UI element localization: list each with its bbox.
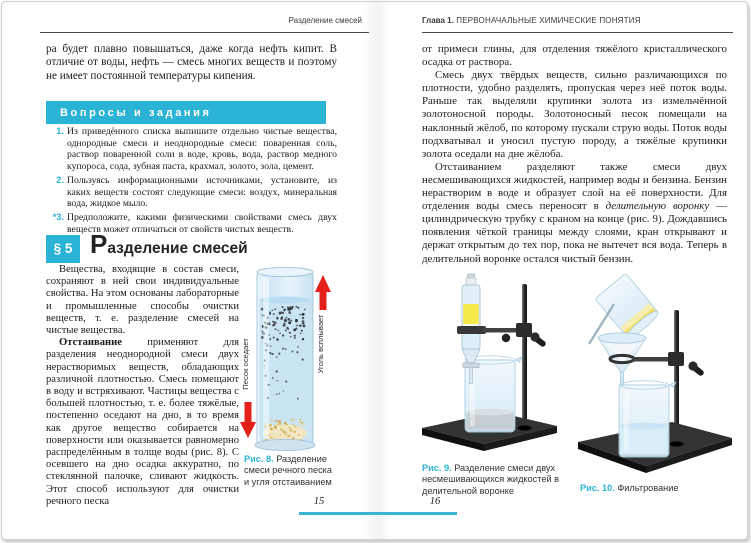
settling-cylinder — [255, 267, 315, 450]
figure-10-label: Рис. 10. — [580, 483, 615, 493]
body-paragraph: от примеси глины, для отделения тяжёлого кристаллического осадка от раствора. — [422, 43, 727, 69]
question-text: Из приведённого списка выпишите отдельно чистые вещества, однородные смеси и неоднородные смеси: поваренная соль, раствор поваренной соли в воде, кровь, вода, раствор медного купороса, сода, зубная паста, крахмал, золото, зола, цемент. — [67, 126, 337, 173]
questions-list — [46, 126, 337, 237]
section-header — [46, 229, 336, 263]
benzine-layer — [463, 304, 479, 324]
bold-term: Отстаивание — [59, 337, 122, 349]
section-number-badge: § 5 — [46, 235, 80, 263]
gutter-shadow — [364, 2, 390, 539]
figure-10-caption: Рис. 10. Фильтрование — [580, 483, 679, 493]
italic-term: делительную воронку — [605, 200, 710, 213]
arrow-up-label: Уголь всплывает — [316, 314, 325, 374]
figure-8-illustration — [215, 262, 337, 452]
pouring-beaker — [595, 274, 661, 341]
question-item — [46, 126, 337, 173]
arrow-up-icon — [315, 275, 331, 310]
page-number-left: 15 — [313, 496, 325, 507]
figure-9-label: Рис. 9. — [422, 463, 452, 473]
book-spread — [1, 1, 748, 540]
question-text: Пользуясь информационными источниками, установите, из каких веществ состоят следующие смеси: воздух, минеральная вода, жидкое мыло. — [67, 174, 337, 210]
page-number-right: 16 — [429, 496, 441, 507]
figure-10-illustration — [574, 274, 739, 479]
chapter-title: ПЕРВОНАЧАЛЬНЫЕ ХИМИЧЕСКИЕ ПОНЯТИЯ — [453, 16, 641, 25]
running-head-left: Разделение смесей — [288, 16, 362, 25]
collection-beaker — [619, 381, 676, 457]
right-body-column — [422, 43, 727, 266]
body-paragraph: Смесь двух твёрдых веществ, сильно различающихся по плотности, удобно разделять, пропуская через неё поток воды. Раньше так выделяли крупинки золота из измельчённой золотоносной породы. Золотоносный песок помещали на наклонный жёлоб, по которому пускали струю воды. Поток воды подхватывал и уносил пустую породу, а тяжёлые крупинки золота оседали на дне жёлоба. — [422, 69, 727, 160]
running-head-rule-right — [422, 32, 733, 33]
stopcock — [463, 363, 479, 368]
footer-rule — [299, 512, 457, 515]
body-paragraph: Вещества, входящие в состав смеси, сохраняют в ней свои индивидуальные свойства. На этом основаны лабораторные и промышленные способы очистки веществ, т. е. разделение смесей на чистые вещества. — [46, 264, 239, 337]
running-head-rule-left — [40, 32, 369, 33]
arrow-down-label: Песок оседает — [241, 338, 250, 390]
questions-box-title: Вопросы и задания — [46, 101, 326, 124]
figure-8-label: Рис. 8. — [244, 454, 274, 464]
question-text: Предположите, какими физическими свойствами смесь двух веществ может отличаться от свойств чистых веществ. — [67, 211, 337, 235]
question-number: *3. — [52, 211, 64, 222]
question-number: 1. — [56, 126, 64, 136]
intro-paragraph: ра будет плавно повышаться, даже когда нефть кипит. В отличие от воды, нефть — смесь многих веществ и поэтому не имеет постоянной температуры кипения. — [46, 43, 337, 82]
stand-rod — [522, 284, 527, 436]
body-paragraph: Отстаивание применяют для разделения неоднородной смеси двух нерастворимых веществ, обладающих различной плотностью. Смесь помещают в воду и встряхивают. Частицы вещества с большей плотностью, т. е. более тяжёлые, постепенно оседают на дно, в то время как другое вещество собирается на поверхности или оказывается равномерно распределённым в толще воды (рис. 8). С осевшего на дно осадка аккуратно, по стеклянной палочке, сливают жидкость. Этот способ используют для очистки речного песка — [46, 337, 239, 507]
figure-9-illustration — [402, 268, 577, 460]
section-title: Разделение смесей — [90, 229, 248, 259]
question-item — [46, 175, 337, 210]
figure-8-caption: Рис. 8. Разделение смеси речного песка и угля отстаиванием — [244, 454, 333, 487]
section-body-column — [46, 264, 239, 508]
cylinder-foot — [255, 439, 315, 450]
chapter-number: Глава 1. — [422, 16, 454, 25]
body-paragraph: Отстаиванием разделяют также смеси двух несмешивающихся жидкостей, например воды и бензина. Бензин нерастворим в воде и образует слой на её поверхности. Для отделения воды смесь переносят в делительную воронку — цилиндрическую трубку с краном на конце (рис. 9). Дождавшись появления чёткой границы между слоями, кран открывают и держат открытым до тех пор, пока не вытечет вся вода. Теперь в делительной воронке остался чистый бензин. — [422, 160, 727, 265]
question-number: 2. — [56, 174, 64, 185]
running-head-right — [422, 16, 733, 25]
arrow-down-icon — [240, 402, 256, 438]
figure-9-caption: Рис. 9. Разделение смеси двух несмешивающихся жидкостей в делительной воронке — [422, 463, 560, 496]
